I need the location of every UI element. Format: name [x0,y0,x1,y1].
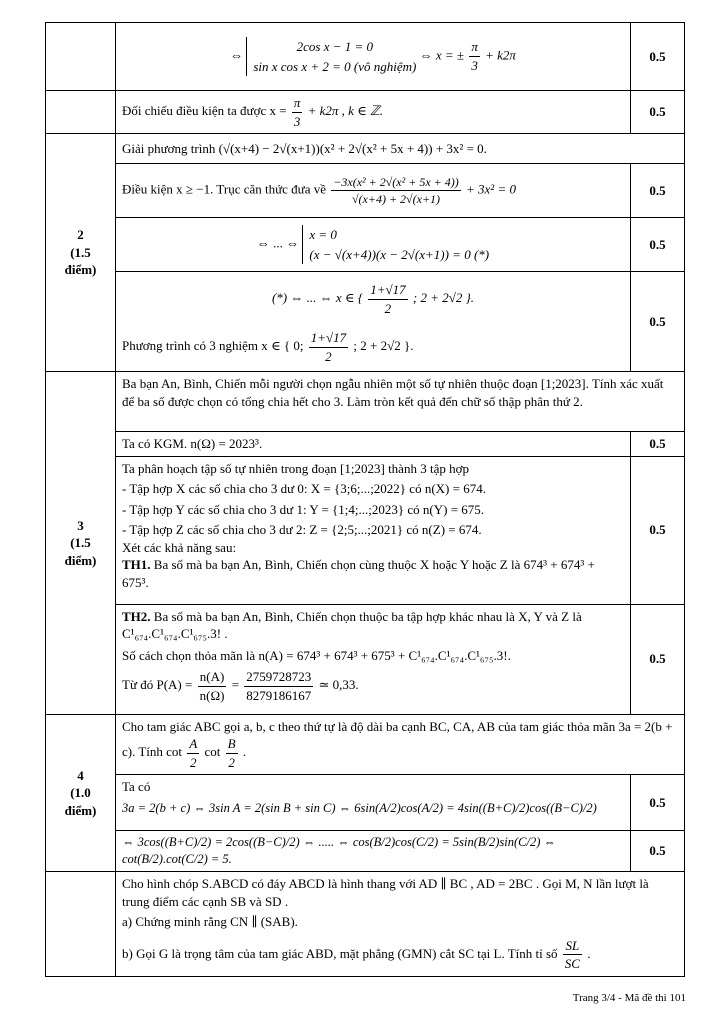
fraction [226,735,238,771]
answer-text: ≃ 0,33. [318,677,359,693]
answer-cell [116,164,631,218]
fraction [244,668,313,704]
question-unit: điểm) [64,262,97,278]
answer-cell [116,23,631,91]
question-label-2 [46,134,116,372]
solution-tail: + k2π [485,47,516,63]
numerator: B [226,735,238,754]
problem-line: Cho hình chóp S.ABCD có đáy ABCD là hình thang với AD ∥ BC , AD = 2BC . Gọi M, N lần lượt là trung điểm các cạnh SB và SD . [122,876,649,909]
problem-text: b) Gọi G là trọng tâm của tam giác ABD, mặt phẳng (GMN) cắt SC tại L. Tính tỉ số [122,945,558,961]
answer-text: Từ đó P(A) = [122,677,193,693]
denominator: 2 [384,300,392,316]
score-cell: 0.5 [631,91,685,134]
score-cell: 0.5 [631,218,685,272]
page-footer: Trang 3/4 - Mã đề thi 101 [572,992,686,1004]
table-row [46,23,685,91]
answer-line: 3a = 2(b + c) ⇔ 3sin A = 2(sin B + sin C) ⇔ 6sin(A/2)cos(A/2) = 4sin((B+C)/2)cos((B−C)/2) [122,800,597,815]
answer-text: ; 2 + 2√2 }. [353,338,414,354]
numerator: SL [563,937,582,956]
numerator: π [469,38,480,57]
fraction [187,735,199,771]
table-row [46,831,685,872]
case-label: TH2. [122,608,151,624]
answer-cell [116,775,631,831]
table-row [46,218,685,272]
table-row [46,432,685,457]
denominator: 8279186167 [246,687,312,703]
numerator: 2759728723 [244,668,313,687]
score-cell: 0.5 [631,604,685,714]
table-row [46,372,685,432]
question-number: 4 [77,767,84,783]
denominator: 2 [190,754,197,770]
answer-line: - Tập hợp Y các số chia cho 3 dư 1: Y = {1;4;...;2023} có n(Y) = 675. [122,501,485,517]
score-cell: 0.5 [631,775,685,831]
question-unit: điểm) [64,802,97,818]
equation-system [246,37,416,76]
problem-text: cot [204,744,221,760]
score-cell: 0.5 [631,272,685,372]
question-number: 3 [77,517,84,533]
case-label: TH1. [122,557,151,573]
question-points: (1.5 [70,535,91,551]
answer-line: Số cách chọn thỏa mãn là n(A) = 674³ + 674³ + 675³ + C¹₆₇₄.C¹₆₇₄.C¹₆₇₅.3!. [122,647,511,663]
problem-statement: Ba bạn An, Bình, Chiến mỗi người chọn ngẫu nhiên một số tự nhiên thuộc đoạn [1;2023]. Tính xác xuất để ba số được chọn có tổng chia hết cho 3. Làm tròn kết quả đến chữ số thập phân thứ 2. [116,372,685,432]
answer-tail: + k2π , k ∈ ℤ. [307,103,383,119]
denominator: 3 [293,113,301,129]
equation-line: sin x cos x + 2 = 0 (vô nghiệm) [253,58,417,74]
numerator: 1+√17 [309,329,348,348]
answer-line [122,556,624,591]
table-row [46,164,685,218]
answer-text: Phương trình có 3 nghiệm x ∈ { 0; [122,338,304,354]
score-cell: 0.5 [631,456,685,604]
case-text: Ba số mà ba bạn An, Bình, Chiến chọn cùng thuộc X hoặc Y hoặc Z là 674³ + 674³ + 675³. [122,557,595,590]
denominator: n(Ω) [199,687,225,703]
problem-text: . [242,744,247,760]
answer-line: - Tập hợp Z các số chia cho 3 dư 2: Z = {2;5;...;2021} có n(Z) = 674. [122,522,482,538]
question-points: (1.0 [70,785,91,801]
table-row [46,272,685,372]
numerator: π [292,94,303,113]
answer-text: (*) ⇔ ... ⇔ x ∈ { [271,290,363,306]
score-cell: 0.5 [631,164,685,218]
answer-line [122,608,624,643]
fraction [469,38,480,74]
equation-line: x = 0 [309,227,337,243]
problem-text: . [587,945,591,961]
fraction [331,174,460,207]
fraction [292,94,303,130]
answer-cell [116,91,631,134]
answer-line [122,281,624,317]
answer-line: Ta có [122,779,151,795]
equation-line: 2cos x − 1 = 0 [296,39,374,54]
denominator: √(x+4) + 2√(x+1) [351,192,441,207]
question-label-3 [46,372,116,715]
fraction [198,668,227,704]
table-row [46,134,685,164]
table-row [46,91,685,134]
question-cell-empty [46,23,116,91]
numerator: −3x(x² + 2√(x² + 5x + 4)) [331,174,460,191]
denominator: 2 [228,754,235,770]
table-row [46,872,685,977]
numerator: 1+√17 [368,281,407,300]
question-cell-empty [46,872,116,977]
answer-line [122,329,624,365]
problem-statement [116,872,685,977]
fraction [368,281,407,317]
question-points: (1.5 [70,244,91,260]
question-number: 2 [77,227,84,243]
answer-cell [116,604,631,714]
fraction [309,329,348,365]
table-row [46,604,685,714]
answer-cell [116,218,631,272]
problem-line [122,937,678,973]
denominator: 2 [325,348,332,364]
answer-line: Xét các khả năng sau: [122,539,237,555]
score-cell: 0.5 [631,831,685,872]
table-row [46,714,685,775]
numerator: n(A) [198,668,227,687]
equiv-symbol: ⇔ ... ⇔ [256,235,300,251]
problem-text: Cho tam giác ABC gọi a, b, c theo thứ tự là độ dài ba cạnh BC, CA, AB của tam giác thỏa mãn 3a = 2(b + c). Tính cot [122,718,673,760]
denominator: 3 [471,58,478,73]
answer-tail: + 3x² = 0 [466,181,516,197]
numerator: A [187,735,199,754]
problem-statement [116,714,685,775]
answer-text: ⇔ 3cos((B+C)/2) = 2cos((B−C)/2) ⇔ ..... ⇔ cos(B/2)cos(C/2) = 5sin(B/2)sin(C/2) ⇔ cot(B/2).cot(C/2) = 5. [116,831,631,872]
answer-text: ; 2 + 2√2 }. [412,290,475,306]
score-cell: 0.5 [631,432,685,457]
answer-line: Từ đó P(A) = $\frac{n(A)}{n(\Omega)}$ = $\frac{2759728723}{8279186167}$ ≃ 0,33. [122,669,359,703]
equation-system [302,225,489,264]
answer-line: Ta phân hoạch tập số tự nhiên trong đoạn [1;2023] thành 3 tập hợp [122,460,469,476]
denominator: SC [564,956,580,972]
answer-text: Điều kiện x ≥ −1. Trục căn thức đưa về [122,181,327,197]
problem-statement: Giải phương trình (√(x+4) − 2√(x+1))(x² + 2√(x² + 5x + 4)) + 3x² = 0. [116,134,685,164]
question-unit: điểm) [64,552,97,568]
answer-text: Ta có KGM. n(Ω) = 2023³. [116,432,631,457]
score-cell: 0.5 [631,23,685,91]
solution-text: ⇔ x = ± [419,47,465,63]
answer-cell [116,272,631,372]
answer-line: - Tập hợp X các số chia cho 3 dư 0: X = {3;6;...;2022} có n(X) = 674. [122,481,486,497]
equation-line: (x − √(x+4))(x − 2√(x+1)) = 0 (*) [309,246,490,262]
answer-table [45,22,685,977]
fraction [563,937,582,973]
table-row [46,775,685,831]
case-text: Ba số mà ba bạn An, Bình, Chiến chọn thuộc ba tập hợp khác nhau là X, Y và Z là C¹₆₇₄.C¹₆₇₄.C¹₆₇₅.3! . [122,608,582,642]
problem-line: a) Chứng minh rằng CN ∥ (SAB). [122,914,298,930]
answer-cell [116,456,631,604]
question-label-4 [46,714,116,871]
table-row [46,456,685,604]
answer-text: Đối chiếu điều kiện ta được x = [122,103,287,119]
question-cell-empty [46,91,116,134]
equiv-symbol: ⇔ [230,47,244,63]
